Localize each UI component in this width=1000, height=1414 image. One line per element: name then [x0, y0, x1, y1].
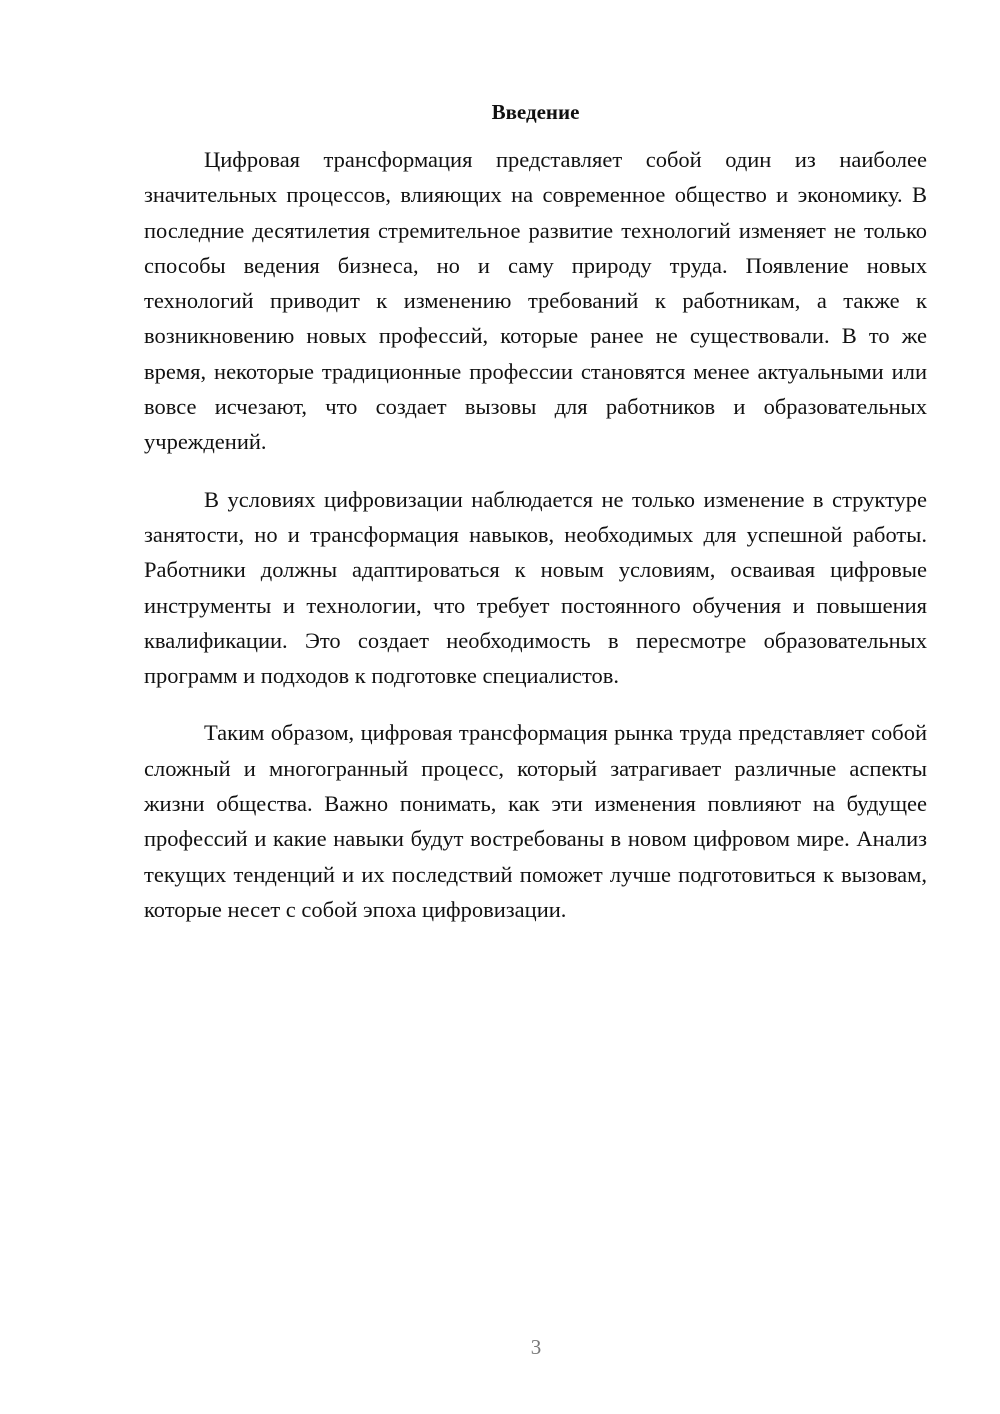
paragraph-2: В условиях цифровизации наблюдается не только изменение в структуре занятости, но и трансформация навыков, необходимых для успешной работы. Работники должны адаптироваться к новым условиям, осваивая цифровые инструменты и технологии, что требует постоянного обучения и повышения квалификации. Это создает необходимость в пересмотре образовательных программ и подходов к подготовке специалистов. — [144, 486, 927, 689]
paragraph-3: Таким образом, цифровая трансформация рынка труда представляет собой сложный и многогранный процесс, который затрагивает различные аспекты жизни общества. Важно понимать, как эти изменения повлияют на будущее профессий и какие навыки будут востребованы в новом цифровом мире. Анализ текущих тенденций и их последствий поможет лучше подготовиться к вызовам, которые несет с собой эпоха цифровизации. — [144, 720, 927, 922]
page-number: 3 — [530, 1335, 542, 1359]
body-text — [144, 142, 927, 949]
paragraph-1: Цифровая трансформация представляет собой один из наиболее значительных процессов, влияющих на современное общество и экономику. В последние десятилетия стремительное развитие технологий изменяет не только способы ведения бизнеса, но и саму природу труда. Появление новых технологий приводит к изменению требований к работникам, а также к возникновению новых профессий, которые ранее не существовали. В то же время, некоторые традиционные профессии становятся менее актуальными или вовсе исчезают, что создает вызовы для работников и образовательных учреждений. — [144, 147, 927, 455]
section-heading: Введение — [491, 100, 580, 124]
